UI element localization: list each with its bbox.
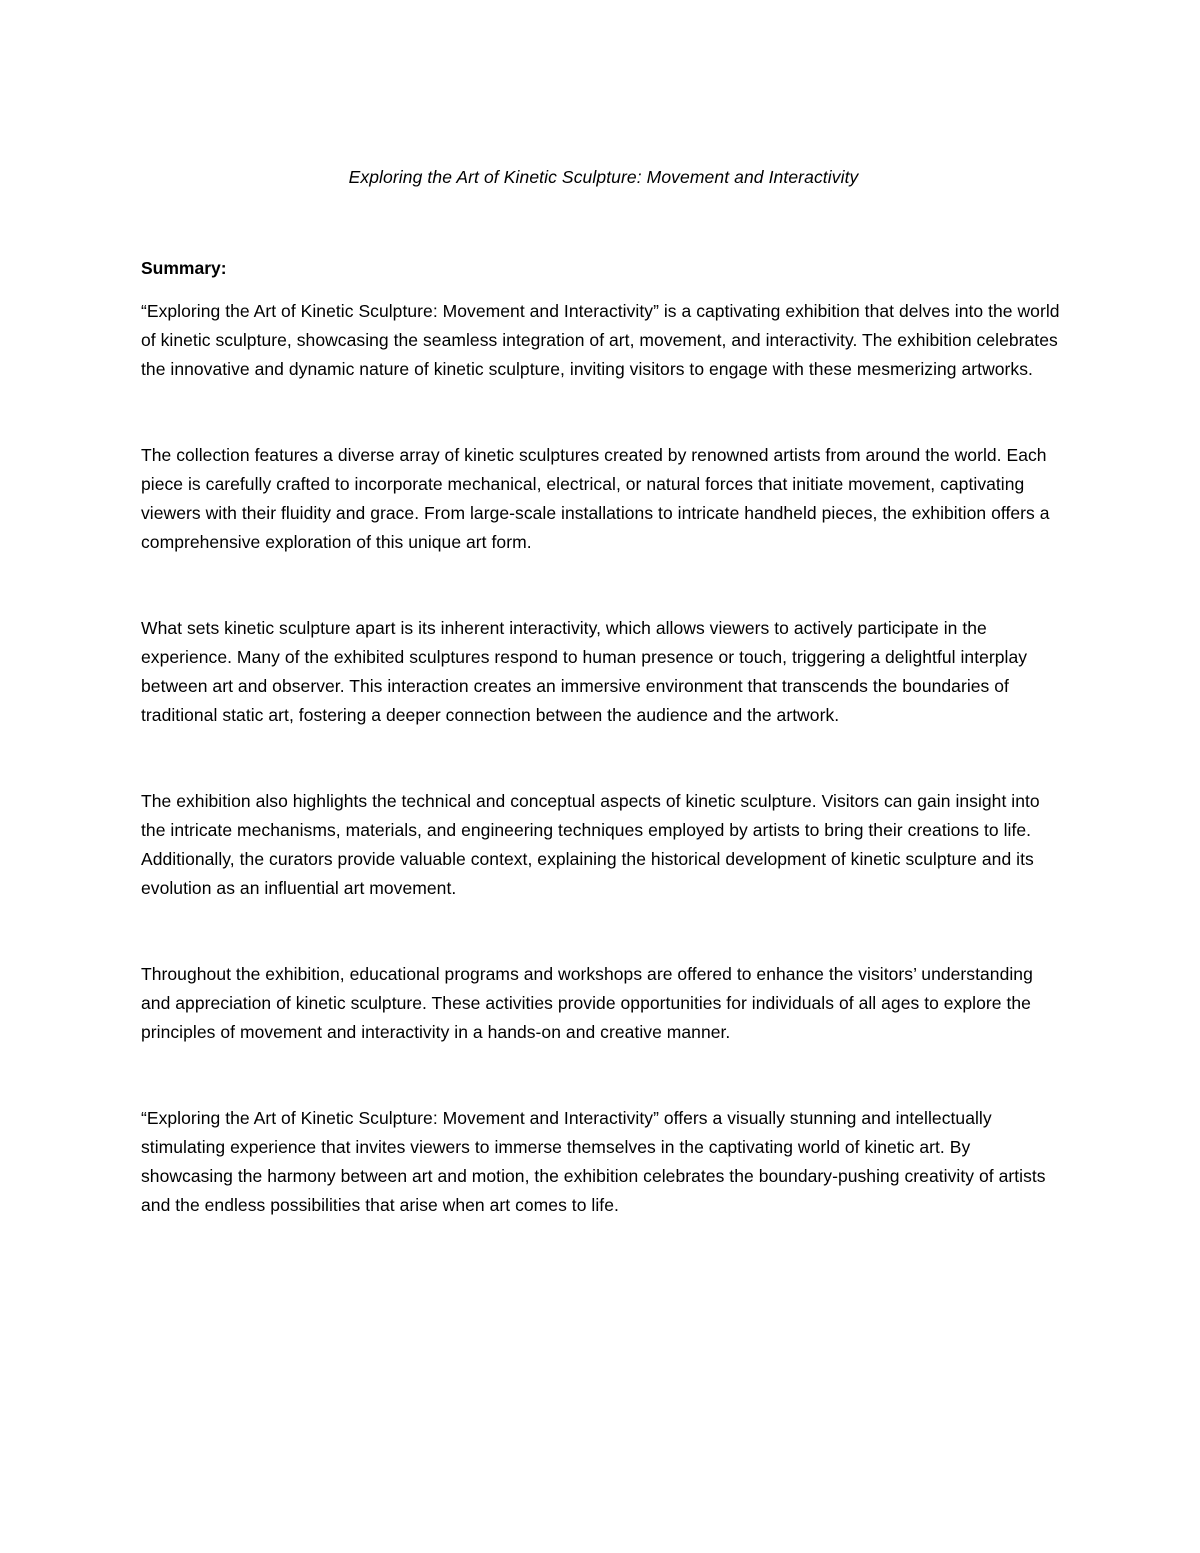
paragraph-technical: The exhibition also highlights the technical and conceptual aspects of kinetic sculpture. Visitors can gain insight into the intricate mechanisms, materials, and engineering techniques employed by artists to bring their creations to life. Additionally, the curators provide valuable context, explaining the historical development of kinetic sculpture and its evolution as an influential art movement. <box>141 791 1040 898</box>
summary-heading: Summary: <box>141 258 227 278</box>
paragraph-intro: “Exploring the Art of Kinetic Sculpture: Movement and Interactivity” is a captivating exhibition that delves into the world of kinetic sculpture, showcasing the seamless integration of art, movement, and interactivity. The exhibition celebrates the innovative and dynamic nature of kinetic sculpture, inviting visitors to engage with these mesmerizing artworks. <box>141 301 1060 379</box>
paragraph-collection: The collection features a diverse array of kinetic sculptures created by renowned artists from around the world. Each piece is carefully crafted to incorporate mechanical, electrical, or natural forces that initiate movement, captivating viewers with their fluidity and grace. From large-scale installations to intricate handheld pieces, the exhibition offers a comprehensive exploration of this unique art form. <box>141 445 1050 552</box>
paragraph-interactivity: What sets kinetic sculpture apart is its inherent interactivity, which allows viewers to actively participate in the experience. Many of the exhibited sculptures respond to human presence or touch, triggering a delightful interplay between art and observer. This interaction creates an immersive environment that transcends the boundaries of traditional static art, fostering a deeper connection between the audience and the artwork. <box>141 618 1028 725</box>
paragraph-education: Throughout the exhibition, educational programs and workshops are offered to enhance the visitors’ understanding and appreciation of kinetic sculpture. These activities provide opportunities for individuals of all ages to explore the principles of movement and interactivity in a hands-on and creative manner. <box>141 964 1033 1042</box>
document-body <box>141 163 1066 1220</box>
document-title: Exploring the Art of Kinetic Sculpture: Movement and Interactivity <box>348 167 859 187</box>
paragraph-conclusion: “Exploring the Art of Kinetic Sculpture: Movement and Interactivity” offers a visually stunning and intellectually stimulating experience that invites viewers to immerse themselves in the captivating world of kinetic art. By showcasing the harmony between art and motion, the exhibition celebrates the boundary-pushing creativity of artists and the endless possibilities that arise when art comes to life. <box>141 1108 1046 1215</box>
